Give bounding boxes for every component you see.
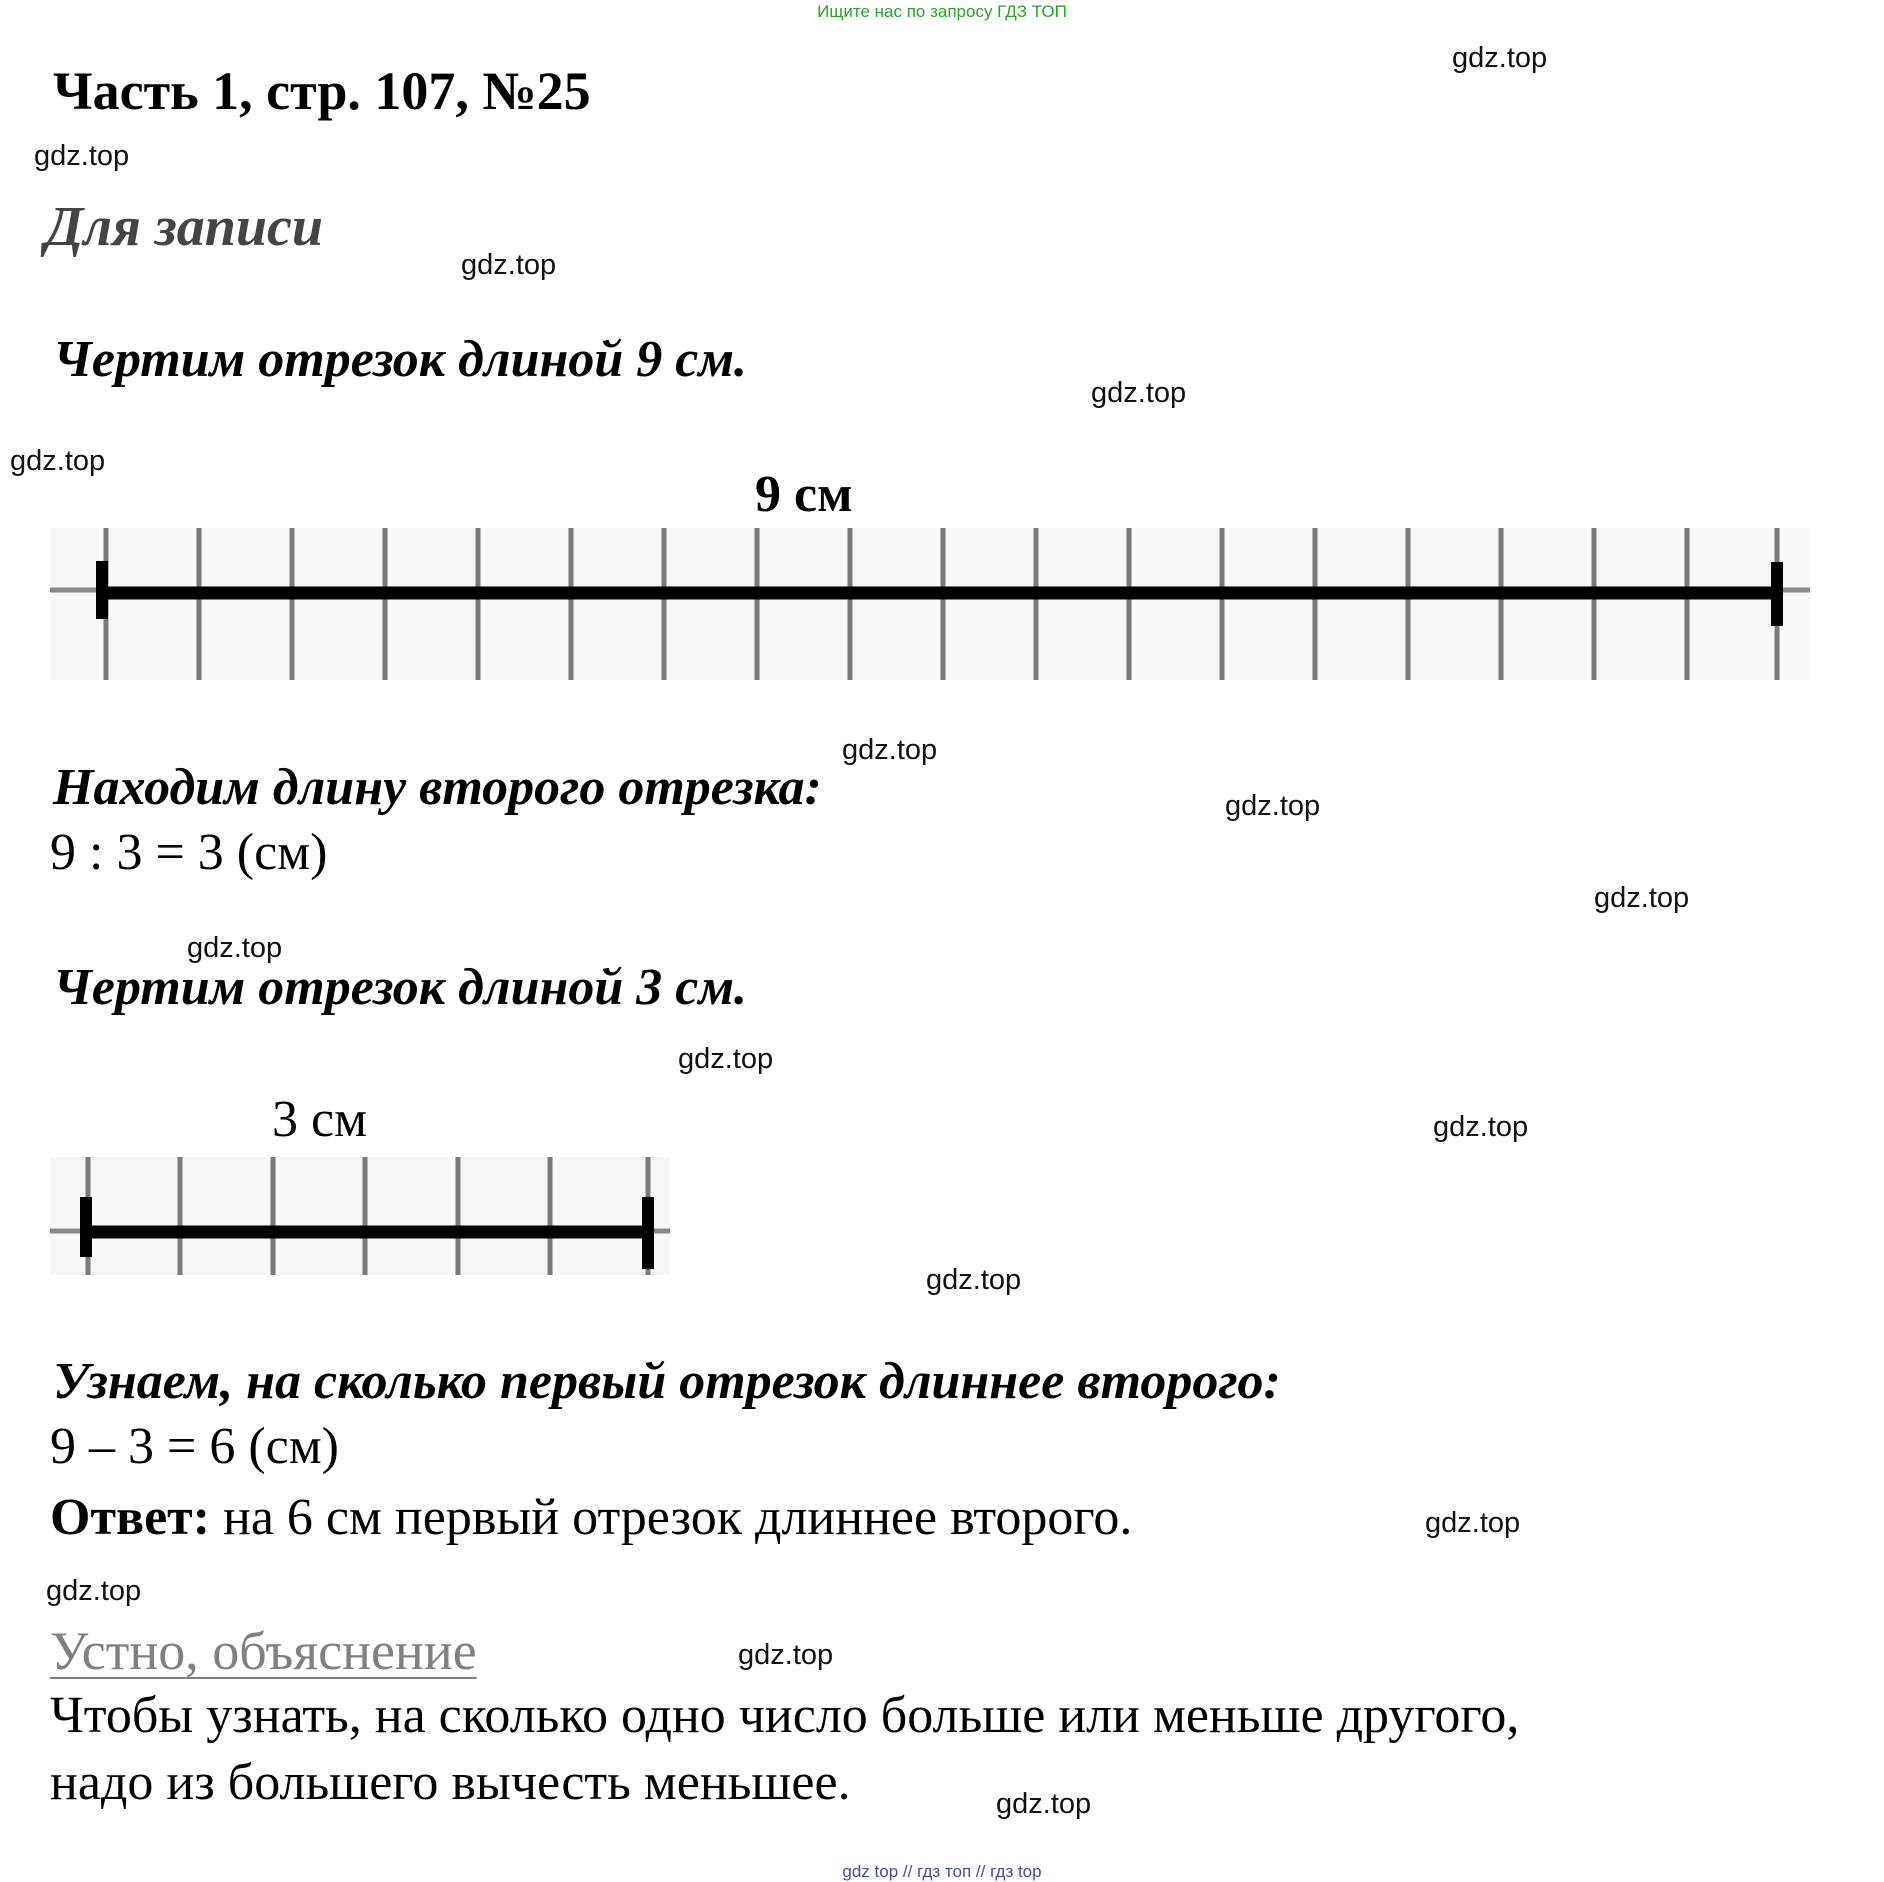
top-banner: Ищите нас по запросу ГДЗ ТОП bbox=[817, 2, 1067, 21]
step-find-second-length: Находим длину второго отрезка: bbox=[53, 759, 822, 816]
watermark: gdz.top bbox=[187, 932, 283, 964]
watermark: gdz.top bbox=[34, 140, 130, 172]
watermark: gdz.top bbox=[842, 734, 938, 766]
segment-3cm-grid bbox=[50, 1157, 670, 1277]
step-compare-segments: Узнаем, на сколько первый отрезок длиннее второго: bbox=[53, 1353, 1281, 1410]
explanation-line-1: Чтобы узнать, на сколько одно число больше или меньше другого, bbox=[50, 1687, 1520, 1744]
watermark: gdz.top bbox=[461, 249, 557, 281]
watermark: gdz.top bbox=[46, 1575, 142, 1607]
answer-text: на 6 см первый отрезок длиннее второго. bbox=[210, 1489, 1133, 1546]
explanation-line-2: надо из большего вычесть меньшее. bbox=[50, 1754, 851, 1811]
oral-explanation-heading: Устно, объяснение bbox=[50, 1621, 477, 1681]
watermark: gdz.top bbox=[678, 1043, 774, 1075]
segment-9cm-label: 9 см bbox=[755, 466, 853, 523]
step-draw-3cm: Чертим отрезок длиной 3 см. bbox=[53, 959, 747, 1016]
answer bbox=[50, 1488, 1132, 1547]
watermark: gdz.top bbox=[1091, 377, 1187, 409]
watermark: gdz.top bbox=[1433, 1111, 1529, 1143]
watermark: gdz.top bbox=[1594, 882, 1690, 914]
segment-3cm-label: 3 см bbox=[272, 1091, 367, 1148]
grid-background bbox=[50, 528, 1810, 680]
watermark: gdz.top bbox=[926, 1264, 1022, 1296]
calc-second-length: 9 : 3 = 3 (см) bbox=[50, 824, 328, 881]
watermark: gdz.top bbox=[10, 445, 106, 477]
calc-difference: 9 – 3 = 6 (см) bbox=[50, 1418, 339, 1475]
answer-label: Ответ: bbox=[50, 1489, 211, 1546]
watermark: gdz.top bbox=[1225, 790, 1321, 822]
watermark: gdz.top bbox=[996, 1788, 1092, 1820]
step-draw-9cm: Чертим отрезок длиной 9 см. bbox=[53, 331, 747, 388]
watermark: gdz.top bbox=[1425, 1507, 1521, 1539]
segment-9cm-grid bbox=[50, 528, 1810, 682]
subheading: Для записи bbox=[45, 196, 323, 258]
grid-background bbox=[50, 1157, 670, 1275]
footer: gdz top // гдз топ // гдз top bbox=[842, 1862, 1042, 1881]
watermark: gdz.top bbox=[738, 1639, 834, 1671]
watermark: gdz.top bbox=[1452, 42, 1548, 74]
page-title: Часть 1, стр. 107, №25 bbox=[53, 61, 591, 121]
